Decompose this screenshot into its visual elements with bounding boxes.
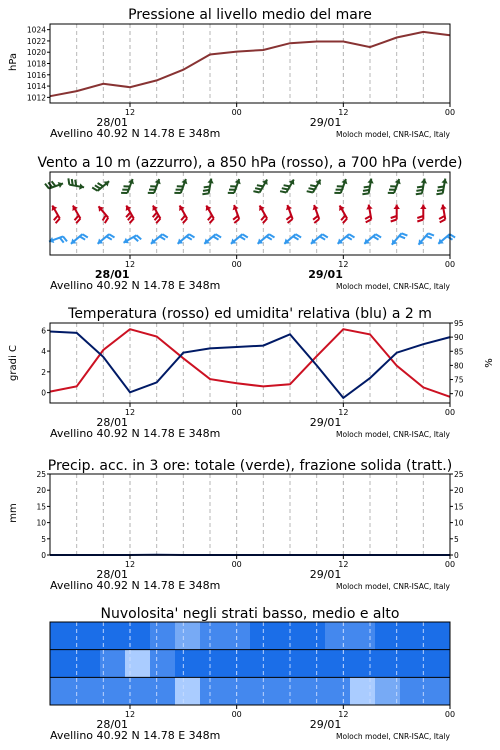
- cloud-cell: [250, 677, 276, 705]
- wind-barb-feather: [282, 188, 288, 189]
- cloud-cell: [225, 622, 251, 650]
- wind-barb: [388, 179, 401, 193]
- humidity-y-tick-label: 75: [454, 375, 464, 385]
- time-tick-label: 00: [231, 260, 242, 269]
- time-tick-label: 00: [444, 710, 456, 719]
- wind-barb-feather: [362, 193, 368, 194]
- wind-barb-feather: [346, 236, 351, 239]
- wind-barb-feather: [76, 219, 80, 224]
- wind-barb: [49, 236, 67, 243]
- wind-barb-feather: [92, 188, 97, 191]
- date-label: 28/01: [96, 718, 129, 731]
- wind-barb-head: [440, 205, 446, 210]
- precipitation-y-right-tick-label: 5: [454, 534, 459, 544]
- wind-barb-feather: [343, 219, 347, 224]
- date-label: 29/01: [309, 116, 342, 129]
- wind-barb: [419, 233, 435, 244]
- wind-barb-feather: [98, 183, 103, 186]
- wind-barb-head: [394, 205, 400, 210]
- wind-barb-feather: [365, 216, 371, 219]
- location-label: Avellino 40.92 N 14.78 E 348m: [50, 579, 221, 592]
- wind-barb-feather: [160, 236, 165, 239]
- time-tick-label: 00: [444, 408, 456, 417]
- time-tick-label: 00: [444, 260, 456, 269]
- wind-barb-feather: [189, 234, 194, 237]
- panel-precipitation: [8, 458, 464, 592]
- wind-barb: [338, 234, 355, 244]
- wind-barb-feather: [376, 234, 381, 237]
- cloud-cell: [50, 650, 76, 678]
- wind-barb-feather: [417, 220, 423, 222]
- wind-barb-feather: [263, 219, 267, 224]
- cloud-cell: [325, 622, 351, 650]
- wind-barb-head: [366, 205, 372, 210]
- wind-barb: [204, 234, 221, 244]
- wind-barb: [258, 234, 275, 244]
- cloud-cell: [150, 650, 176, 678]
- time-tick-label: 00: [231, 108, 242, 117]
- wind-barb-feather: [310, 185, 316, 186]
- time-tick-label: 00: [231, 560, 242, 569]
- humidity-ylabel: %: [484, 358, 495, 368]
- temperature-y-tick-label: 4: [41, 347, 46, 357]
- precipitation-ylabel: mm: [8, 503, 19, 523]
- cloud-cell: [425, 650, 451, 678]
- wind-barb-feather: [105, 218, 108, 223]
- wind-barb-feather: [364, 187, 370, 188]
- wind-barb: [313, 205, 320, 223]
- wind-barb: [364, 234, 381, 244]
- pressure-y-tick-label: 1012: [26, 93, 46, 103]
- cloud-cell: [300, 650, 326, 678]
- panel-pressure: [8, 7, 455, 140]
- wind-barb-head: [441, 179, 447, 184]
- wind-barb-feather: [63, 236, 67, 241]
- wind-barb-feather: [183, 219, 187, 224]
- wind-barb-feather: [68, 178, 69, 184]
- model-credit-label: Moloch model, CNR-ISAC, Italy: [336, 732, 450, 741]
- wind-barb: [307, 180, 321, 193]
- wind-barb-feather: [253, 191, 259, 192]
- wind-barb: [148, 179, 161, 193]
- humidity-y-tick-label: 90: [454, 333, 464, 343]
- time-tick-label: 00: [231, 710, 242, 719]
- wind-barb: [362, 179, 373, 195]
- wind-barb: [126, 206, 134, 224]
- time-tick-label: 12: [338, 560, 349, 569]
- wind-barb-feather: [417, 187, 423, 188]
- wind-barb: [98, 234, 115, 244]
- wind-barb-feather: [82, 234, 87, 237]
- pressure-y-tick-label: 1020: [26, 48, 46, 58]
- precipitation-plot-frame: [50, 474, 450, 555]
- wind-plot-frame: [50, 172, 450, 255]
- date-label: 28/01: [96, 116, 129, 129]
- wind-barb-feather: [437, 190, 443, 191]
- wind-barb-head: [367, 179, 373, 184]
- wind-barb: [174, 179, 187, 193]
- precipitation-y-right-tick-label: 15: [454, 502, 464, 512]
- temperature-series-line: [50, 329, 450, 397]
- time-tick-label: 12: [338, 260, 349, 269]
- wind-barb-feather: [436, 193, 442, 194]
- wind-barb: [92, 181, 109, 191]
- wind-barb-feather: [130, 219, 134, 224]
- precipitation-y-right-tick-label: 25: [454, 470, 464, 479]
- cloud-cell: [425, 677, 451, 705]
- wind-barb-feather: [391, 220, 397, 222]
- wind-barb: [121, 179, 134, 193]
- wind-barb: [202, 179, 213, 195]
- cloud-cell: [350, 677, 376, 705]
- wind-barb-feather: [203, 190, 209, 191]
- time-tick-label: 00: [231, 408, 242, 417]
- cloud-cell: [125, 650, 151, 678]
- wind-barb-feather: [54, 216, 58, 221]
- wind-barb-feather: [204, 187, 210, 188]
- wind-barb-feather: [313, 216, 318, 220]
- cloud-cell: [200, 622, 226, 650]
- time-tick-label: 12: [124, 560, 136, 569]
- date-label: 29/01: [309, 568, 342, 581]
- cloud-cell: [75, 650, 101, 678]
- wind-barb-feather: [162, 234, 167, 237]
- time-tick-label: 12: [338, 408, 349, 417]
- precipitation-y-tick-label: 25: [36, 470, 46, 479]
- wind-barb-feather: [72, 179, 73, 185]
- precipitation-y-tick-label: 15: [36, 502, 46, 512]
- time-tick-label: 12: [124, 710, 136, 719]
- cloud-cell: [225, 650, 251, 678]
- cloud-cell: [150, 622, 176, 650]
- temperature-y-tick-label: 0: [41, 388, 46, 398]
- temperature-y-tick-label: 2: [41, 367, 46, 377]
- cloud-cell: [225, 677, 251, 705]
- wind-barb-feather: [75, 180, 76, 186]
- wind-barb-feather: [440, 219, 446, 222]
- wind-barb-feather: [322, 234, 327, 237]
- wind-barb-feather: [320, 236, 325, 239]
- humidity-y-tick-label: 85: [454, 347, 464, 357]
- wind-barb-feather: [269, 234, 274, 237]
- location-label: Avellino 40.92 N 14.78 E 348m: [50, 279, 221, 292]
- wind-barb-feather: [60, 238, 64, 243]
- time-tick-label: 12: [124, 108, 136, 117]
- cloud-cell: [400, 622, 426, 650]
- cloud-cell: [125, 622, 151, 650]
- wind-barb-feather: [257, 185, 263, 186]
- wind-barb-feather: [95, 185, 100, 188]
- wind-barb-feather: [216, 234, 221, 237]
- wind-barb-feather: [309, 188, 315, 189]
- precipitation-y-tick-label: 20: [36, 486, 46, 496]
- cloud-cell: [50, 677, 76, 705]
- model-credit-label: Moloch model, CNR-ISAC, Italy: [336, 582, 450, 591]
- cloud-cell: [425, 622, 451, 650]
- wind-barb-feather: [349, 234, 354, 237]
- wind-barb-feather: [296, 234, 301, 237]
- cloud-cell: [350, 622, 376, 650]
- pressure-y-tick-label: 1024: [26, 25, 46, 35]
- cloud-cell: [175, 650, 201, 678]
- wind-barb-feather: [255, 188, 261, 189]
- cloud-cell: [300, 622, 326, 650]
- cloud-cell: [300, 677, 326, 705]
- wind-barb: [438, 234, 455, 244]
- wind-barb: [124, 235, 142, 243]
- wind-barb: [439, 205, 447, 223]
- cloud-cell: [250, 650, 276, 678]
- temperature-plot-frame: [50, 323, 450, 403]
- wind-barb-feather: [284, 185, 290, 186]
- wind-barb-feather: [134, 237, 139, 241]
- time-tick-label: 12: [124, 260, 136, 269]
- wind-barb: [436, 179, 447, 195]
- wind-barb-feather: [416, 190, 422, 191]
- date-label: 29/01: [309, 416, 342, 429]
- wind-barb: [178, 234, 195, 244]
- wind-barb-feather: [56, 219, 60, 224]
- precipitation-y-right-tick-label: 20: [454, 486, 464, 496]
- wind-barb-feather: [428, 233, 434, 235]
- wind-barb: [45, 181, 63, 188]
- date-label: 28/01: [96, 568, 129, 581]
- cloud-cell: [275, 677, 301, 705]
- clouds-title: Nuvolosita' negli strati basso, medio e alto: [100, 606, 400, 622]
- date-label: 28/01: [96, 416, 129, 429]
- cloud-cell: [125, 677, 151, 705]
- wind-barb-feather: [52, 181, 56, 186]
- pressure-y-tick-label: 1018: [26, 59, 46, 69]
- wind-barb: [231, 234, 248, 244]
- precipitation-y-tick-label: 10: [36, 518, 46, 528]
- wind-barb-feather: [80, 236, 85, 239]
- wind-barb-feather: [450, 234, 455, 237]
- pressure-y-tick-label: 1022: [26, 36, 46, 46]
- time-tick-label: 12: [124, 408, 136, 417]
- date-label: 29/01: [309, 718, 342, 731]
- date-label: 29/01: [308, 268, 343, 281]
- wind-barb-feather: [109, 234, 114, 237]
- wind-barb: [152, 206, 160, 224]
- humidity-y-tick-label: 80: [454, 361, 464, 371]
- panel-clouds: [50, 606, 455, 742]
- cloud-cell: [325, 650, 351, 678]
- model-credit-label: Moloch model, CNR-ISAC, Italy: [336, 430, 450, 439]
- pressure-series-line: [50, 32, 450, 96]
- wind-barb-feather: [156, 219, 160, 224]
- wind-barb-feather: [202, 193, 208, 194]
- wind-barb-feather: [240, 236, 245, 239]
- wind-barb-feather: [242, 234, 247, 237]
- wind-barb: [392, 233, 408, 244]
- humidity-series-line: [50, 332, 450, 398]
- pressure-y-tick-label: 1016: [26, 70, 46, 80]
- precipitation-y-tick-label: 5: [41, 534, 46, 544]
- cloud-cell: [250, 622, 276, 650]
- location-label: Avellino 40.92 N 14.78 E 348m: [50, 127, 221, 140]
- wind-barb-feather: [137, 235, 142, 239]
- pressure-title: Pressione al livello medio del mare: [128, 7, 372, 23]
- model-credit-label: Moloch model, CNR-ISAC, Italy: [336, 282, 450, 291]
- wind-barb: [284, 234, 301, 244]
- cloud-cell: [275, 650, 301, 678]
- wind-title: Vento a 10 m (azzurro), a 850 hPa (rosso), a 700 hPa (verde): [37, 155, 463, 171]
- wind-barb-head: [420, 205, 426, 210]
- wind-barb: [391, 205, 400, 222]
- wind-barb: [311, 234, 328, 244]
- wind-barb-feather: [210, 219, 214, 224]
- location-label: Avellino 40.92 N 14.78 E 348m: [50, 729, 221, 742]
- wind-barb-feather: [402, 233, 408, 235]
- wind-barb-feather: [293, 236, 298, 239]
- wind-barb-feather: [399, 236, 405, 238]
- pressure-ylabel: hPa: [8, 52, 19, 72]
- pressure-plot-frame: [50, 24, 450, 103]
- wind-barb-head: [421, 179, 427, 184]
- wind-barb: [151, 234, 168, 244]
- wind-barb-feather: [438, 187, 444, 188]
- cloud-cell: [75, 677, 101, 705]
- precipitation-title: Precip. acc. in 3 ore: totale (verde), frazione solida (tratt.): [47, 458, 453, 474]
- wind-barb-feather: [426, 236, 432, 238]
- wind-barb: [416, 179, 427, 195]
- date-label: 28/01: [94, 268, 130, 281]
- location-label: Avellino 40.92 N 14.78 E 348m: [50, 427, 221, 440]
- cloud-cell: [175, 622, 201, 650]
- wind-barb: [417, 205, 426, 222]
- wind-barb-feather: [286, 216, 291, 220]
- wind-barb-feather: [280, 191, 286, 192]
- wind-barb-feather: [233, 216, 238, 220]
- cloud-cell: [75, 622, 101, 650]
- wind-barb: [233, 205, 240, 223]
- wind-barb: [365, 205, 373, 223]
- wind-barb-feather: [307, 191, 313, 192]
- model-credit-label: Moloch model, CNR-ISAC, Italy: [336, 130, 450, 139]
- wind-barb-feather: [213, 236, 218, 239]
- humidity-y-tick-label: 95: [454, 319, 464, 328]
- temperature-ylabel: gradi C: [8, 345, 19, 381]
- cloud-cell: [275, 622, 301, 650]
- wind-barb: [286, 205, 293, 223]
- pressure-y-tick-label: 1014: [26, 82, 46, 92]
- panel-wind: [37, 155, 462, 292]
- time-tick-label: 00: [444, 108, 456, 117]
- cloud-cell: [50, 622, 76, 650]
- wind-barb-feather: [186, 236, 191, 239]
- wind-barb-feather: [266, 236, 271, 239]
- temperature-title: Temperatura (rosso) ed umidita' relativa (blu) a 2 m: [68, 306, 432, 322]
- wind-barb: [280, 180, 294, 193]
- precipitation-y-right-tick-label: 10: [454, 518, 464, 528]
- humidity-y-tick-label: 70: [454, 389, 464, 399]
- wind-barb-feather: [45, 184, 49, 189]
- wind-barb-feather: [416, 193, 422, 194]
- time-tick-label: 12: [338, 710, 349, 719]
- wind-barb-feather: [439, 216, 445, 219]
- cloud-cell: [400, 677, 426, 705]
- panel-temperature: [8, 306, 495, 440]
- wind-barb-feather: [363, 190, 369, 191]
- wind-barb: [334, 179, 347, 193]
- wind-barb-feather: [106, 236, 111, 239]
- wind-barb: [253, 180, 267, 193]
- cloud-cell: [325, 677, 351, 705]
- precipitation-y-right-tick-label: 0: [454, 551, 459, 560]
- cloud-cell: [200, 677, 226, 705]
- temperature-y-tick-label: 6: [41, 326, 46, 336]
- precipitation-y-tick-label: 0: [41, 551, 46, 560]
- wind-barb-feather: [373, 236, 378, 239]
- cloud-cell: [150, 677, 176, 705]
- wind-barb: [52, 206, 60, 224]
- wind-barb: [228, 179, 241, 193]
- time-tick-label: 00: [444, 560, 456, 569]
- cloud-cell: [175, 677, 201, 705]
- cloud-cell: [350, 650, 376, 678]
- cloud-cell: [400, 650, 426, 678]
- wind-barb: [71, 234, 88, 244]
- cloud-cell: [200, 650, 226, 678]
- time-tick-label: 12: [338, 108, 349, 117]
